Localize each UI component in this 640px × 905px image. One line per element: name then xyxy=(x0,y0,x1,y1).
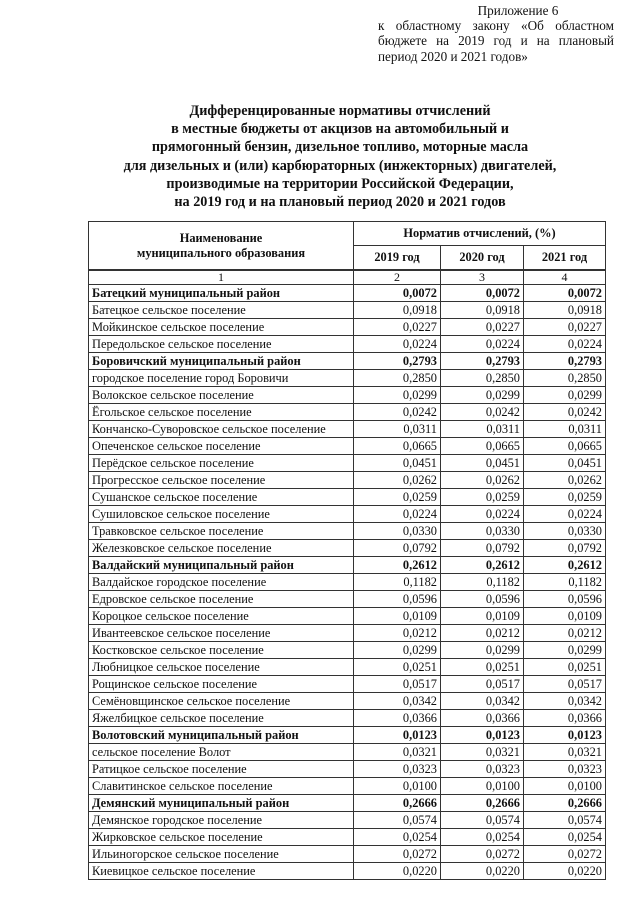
norm-value-2020: 0,0242 xyxy=(441,404,524,421)
norm-value-2019: 0,2666 xyxy=(354,795,441,812)
municipality-name: Ильиногорское сельское поселение xyxy=(89,846,354,863)
appendix-line: бюджете на 2019 год и на плановый xyxy=(378,33,614,49)
settlement-row xyxy=(89,319,606,336)
norm-value-2020: 0,0330 xyxy=(441,523,524,540)
title-line: производимые на территории Российской Федерации, xyxy=(166,175,514,192)
municipality-name: Любницкое сельское поселение xyxy=(89,659,354,676)
norm-value-2021: 0,0342 xyxy=(524,693,606,710)
settlement-row xyxy=(89,744,606,761)
header-norm: Норматив отчислений, (%) xyxy=(354,222,606,246)
norm-value-2020: 0,0072 xyxy=(441,285,524,302)
municipality-name: Едровское сельское поселение xyxy=(89,591,354,608)
norm-value-2019: 0,0224 xyxy=(354,336,441,353)
norm-value-2020: 0,0220 xyxy=(441,863,524,880)
district-row xyxy=(89,727,606,744)
norm-value-2020: 0,0251 xyxy=(441,659,524,676)
settlement-row xyxy=(89,693,606,710)
settlement-row xyxy=(89,625,606,642)
norm-value-2019: 0,0251 xyxy=(354,659,441,676)
municipality-name: Ивантеевское сельское поселение xyxy=(89,625,354,642)
norm-value-2021: 0,0574 xyxy=(524,812,606,829)
norm-value-2021: 0,0072 xyxy=(524,285,606,302)
norm-value-2021: 0,0259 xyxy=(524,489,606,506)
norm-value-2021: 0,0224 xyxy=(524,506,606,523)
municipality-name: Мойкинское сельское поселение xyxy=(89,319,354,336)
norm-value-2019: 0,2793 xyxy=(354,353,441,370)
municipality-name: городское поселение город Боровичи xyxy=(89,370,354,387)
norm-value-2019: 0,0323 xyxy=(354,761,441,778)
norm-value-2019: 0,1182 xyxy=(354,574,441,591)
norm-value-2021: 0,1182 xyxy=(524,574,606,591)
municipality-name: Сушиловское сельское поселение xyxy=(89,506,354,523)
norm-value-2021: 0,0220 xyxy=(524,863,606,880)
district-row xyxy=(89,795,606,812)
norm-value-2021: 0,0262 xyxy=(524,472,606,489)
header-name-line: муниципального образования xyxy=(136,245,306,260)
norm-value-2019: 0,2612 xyxy=(354,557,441,574)
municipality-name: Киевицкое сельское поселение xyxy=(89,863,354,880)
settlement-row xyxy=(89,676,606,693)
norm-value-2020: 0,0517 xyxy=(441,676,524,693)
title-line: для дизельных и (или) карбюраторных (инжекторных) двигателей, xyxy=(123,157,557,174)
norm-value-2020: 0,0323 xyxy=(441,761,524,778)
norm-value-2021: 0,0321 xyxy=(524,744,606,761)
header-year-2021: 2021 год xyxy=(524,246,606,271)
settlement-row xyxy=(89,829,606,846)
norm-value-2019: 0,0109 xyxy=(354,608,441,625)
norm-value-2020: 0,0574 xyxy=(441,812,524,829)
norm-value-2020: 0,2850 xyxy=(441,370,524,387)
norm-value-2019: 0,0311 xyxy=(354,421,441,438)
norm-value-2019: 0,0451 xyxy=(354,455,441,472)
settlement-row xyxy=(89,812,606,829)
norm-value-2021: 0,2612 xyxy=(524,557,606,574)
norm-value-2020: 0,0224 xyxy=(441,336,524,353)
settlement-row xyxy=(89,863,606,880)
title-line: прямогонный бензин, дизельное топливо, моторные масла xyxy=(151,139,529,156)
norm-value-2020: 0,0272 xyxy=(441,846,524,863)
settlement-row xyxy=(89,659,606,676)
settlement-row xyxy=(89,608,606,625)
settlement-row xyxy=(89,404,606,421)
appendix-note xyxy=(378,3,614,64)
norm-value-2020: 0,0311 xyxy=(441,421,524,438)
norm-value-2021: 0,0451 xyxy=(524,455,606,472)
appendix-line: к областному закону «Об областном xyxy=(378,18,614,34)
settlement-row xyxy=(89,540,606,557)
norm-value-2019: 0,2850 xyxy=(354,370,441,387)
settlement-row xyxy=(89,591,606,608)
norm-value-2019: 0,0574 xyxy=(354,812,441,829)
norm-value-2019: 0,0330 xyxy=(354,523,441,540)
norm-value-2021: 0,0254 xyxy=(524,829,606,846)
norm-value-2020: 0,2666 xyxy=(441,795,524,812)
norm-value-2021: 0,0212 xyxy=(524,625,606,642)
title-line: в местные бюджеты от акцизов на автомобильный и xyxy=(171,121,509,138)
norm-value-2021: 0,0299 xyxy=(524,387,606,404)
municipality-name: Сушанское сельское поселение xyxy=(89,489,354,506)
norm-value-2021: 0,0918 xyxy=(524,302,606,319)
municipality-name: Передольское сельское поселение xyxy=(89,336,354,353)
norm-value-2021: 0,0517 xyxy=(524,676,606,693)
municipality-name: Демянское городское поселение xyxy=(89,812,354,829)
norm-value-2021: 0,2793 xyxy=(524,353,606,370)
norm-value-2020: 0,0299 xyxy=(441,642,524,659)
norm-value-2021: 0,0251 xyxy=(524,659,606,676)
norm-value-2021: 0,2666 xyxy=(524,795,606,812)
settlement-row xyxy=(89,336,606,353)
municipality-name: сельское поселение Волот xyxy=(89,744,354,761)
settlement-row xyxy=(89,642,606,659)
settlement-row xyxy=(89,438,606,455)
municipality-name: Кончанско-Суворовское сельское поселение xyxy=(89,421,354,438)
norm-value-2019: 0,0272 xyxy=(354,846,441,863)
norm-value-2019: 0,0254 xyxy=(354,829,441,846)
municipality-name: Семёновщинское сельское поселение xyxy=(89,693,354,710)
header-year-2020: 2020 год xyxy=(441,246,524,271)
header-name xyxy=(89,222,354,271)
norm-value-2020: 0,0665 xyxy=(441,438,524,455)
norm-value-2020: 0,0109 xyxy=(441,608,524,625)
norm-value-2020: 0,0259 xyxy=(441,489,524,506)
municipality-name: Рощинское сельское поселение xyxy=(89,676,354,693)
municipality-name: Валдайский муниципальный район xyxy=(89,557,354,574)
norm-value-2019: 0,0342 xyxy=(354,693,441,710)
norm-value-2020: 0,0451 xyxy=(441,455,524,472)
document-title xyxy=(60,102,620,211)
norm-value-2020: 0,2793 xyxy=(441,353,524,370)
settlement-row xyxy=(89,455,606,472)
norm-value-2021: 0,0109 xyxy=(524,608,606,625)
settlement-row xyxy=(89,523,606,540)
municipality-name: Железковское сельское поселение xyxy=(89,540,354,557)
norm-value-2019: 0,0366 xyxy=(354,710,441,727)
settlement-row xyxy=(89,574,606,591)
municipality-name: Боровичский муниципальный район xyxy=(89,353,354,370)
norm-value-2019: 0,0299 xyxy=(354,642,441,659)
column-number-row xyxy=(89,270,606,285)
norm-value-2020: 0,0123 xyxy=(441,727,524,744)
norm-value-2020: 0,0100 xyxy=(441,778,524,795)
municipality-name: Короцкое сельское поселение xyxy=(89,608,354,625)
norm-value-2019: 0,0517 xyxy=(354,676,441,693)
norm-value-2020: 0,0918 xyxy=(441,302,524,319)
settlement-row xyxy=(89,489,606,506)
settlement-row xyxy=(89,710,606,727)
norm-value-2019: 0,0918 xyxy=(354,302,441,319)
norm-value-2021: 0,0792 xyxy=(524,540,606,557)
norm-value-2021: 0,0224 xyxy=(524,336,606,353)
norm-value-2021: 0,0242 xyxy=(524,404,606,421)
norm-value-2020: 0,0596 xyxy=(441,591,524,608)
header-year-2019: 2019 год xyxy=(354,246,441,271)
norm-value-2021: 0,0299 xyxy=(524,642,606,659)
municipality-name: Прогресское сельское поселение xyxy=(89,472,354,489)
norm-value-2019: 0,0212 xyxy=(354,625,441,642)
norm-value-2021: 0,0272 xyxy=(524,846,606,863)
settlement-row xyxy=(89,778,606,795)
municipality-name: Перёдское сельское поселение xyxy=(89,455,354,472)
norm-value-2020: 0,0212 xyxy=(441,625,524,642)
norm-value-2019: 0,0321 xyxy=(354,744,441,761)
norm-value-2021: 0,0311 xyxy=(524,421,606,438)
appendix-title: Приложение 6 xyxy=(477,3,559,18)
municipality-name: Демянский муниципальный район xyxy=(89,795,354,812)
municipality-name: Опеченское сельское поселение xyxy=(89,438,354,455)
norm-value-2019: 0,0220 xyxy=(354,863,441,880)
district-row xyxy=(89,353,606,370)
municipality-name: Костковское сельское поселение xyxy=(89,642,354,659)
col-number: 1 xyxy=(89,270,354,285)
norm-value-2019: 0,0299 xyxy=(354,387,441,404)
settlement-row xyxy=(89,846,606,863)
municipality-name: Ратицкое сельское поселение xyxy=(89,761,354,778)
municipality-name: Жирковское сельское поселение xyxy=(89,829,354,846)
norm-value-2020: 0,2612 xyxy=(441,557,524,574)
norm-value-2020: 0,1182 xyxy=(441,574,524,591)
appendix-line: период 2020 и 2021 годов» xyxy=(378,48,528,64)
norm-value-2020: 0,0792 xyxy=(441,540,524,557)
norm-value-2019: 0,0259 xyxy=(354,489,441,506)
norm-value-2021: 0,0123 xyxy=(524,727,606,744)
municipality-name: Ёгольское сельское поселение xyxy=(89,404,354,421)
norm-value-2021: 0,0665 xyxy=(524,438,606,455)
header-name-line: Наименование xyxy=(179,230,263,245)
settlement-row xyxy=(89,421,606,438)
municipality-name: Славитинское сельское поселение xyxy=(89,778,354,795)
norm-value-2021: 0,2850 xyxy=(524,370,606,387)
norm-value-2019: 0,0100 xyxy=(354,778,441,795)
norm-value-2019: 0,0242 xyxy=(354,404,441,421)
norm-value-2020: 0,0342 xyxy=(441,693,524,710)
settlement-row xyxy=(89,761,606,778)
col-number: 3 xyxy=(441,270,524,285)
norm-value-2019: 0,0227 xyxy=(354,319,441,336)
municipality-name: Батецкое сельское поселение xyxy=(89,302,354,319)
norm-value-2019: 0,0072 xyxy=(354,285,441,302)
settlement-row xyxy=(89,370,606,387)
municipality-name: Валдайское городское поселение xyxy=(89,574,354,591)
norms-table xyxy=(88,221,606,880)
norm-value-2019: 0,0792 xyxy=(354,540,441,557)
district-row xyxy=(89,557,606,574)
norm-value-2019: 0,0224 xyxy=(354,506,441,523)
norm-value-2021: 0,0366 xyxy=(524,710,606,727)
norm-value-2020: 0,0366 xyxy=(441,710,524,727)
norm-value-2020: 0,0227 xyxy=(441,319,524,336)
settlement-row xyxy=(89,472,606,489)
norm-value-2019: 0,0262 xyxy=(354,472,441,489)
settlement-row xyxy=(89,506,606,523)
municipality-name: Яжелбицкое сельское поселение xyxy=(89,710,354,727)
municipality-name: Батецкий муниципальный район xyxy=(89,285,354,302)
municipality-name: Волокское сельское поселение xyxy=(89,387,354,404)
municipality-name: Травковское сельское поселение xyxy=(89,523,354,540)
norm-value-2019: 0,0665 xyxy=(354,438,441,455)
settlement-row xyxy=(89,302,606,319)
col-number: 2 xyxy=(354,270,441,285)
norm-value-2020: 0,0321 xyxy=(441,744,524,761)
norm-value-2021: 0,0227 xyxy=(524,319,606,336)
norm-value-2021: 0,0100 xyxy=(524,778,606,795)
title-line: Дифференцированные нормативы отчислений xyxy=(189,103,491,119)
norm-value-2020: 0,0262 xyxy=(441,472,524,489)
norm-value-2019: 0,0596 xyxy=(354,591,441,608)
norm-value-2020: 0,0299 xyxy=(441,387,524,404)
col-number: 4 xyxy=(524,270,606,285)
title-line: на 2019 год и на плановый период 2020 и 2021 годов xyxy=(174,194,506,211)
norm-value-2021: 0,0323 xyxy=(524,761,606,778)
norm-value-2019: 0,0123 xyxy=(354,727,441,744)
settlement-row xyxy=(89,387,606,404)
norm-value-2020: 0,0224 xyxy=(441,506,524,523)
municipality-name: Волотовский муниципальный район xyxy=(89,727,354,744)
norm-value-2021: 0,0330 xyxy=(524,523,606,540)
norm-value-2021: 0,0596 xyxy=(524,591,606,608)
district-row xyxy=(89,285,606,302)
norm-value-2020: 0,0254 xyxy=(441,829,524,846)
